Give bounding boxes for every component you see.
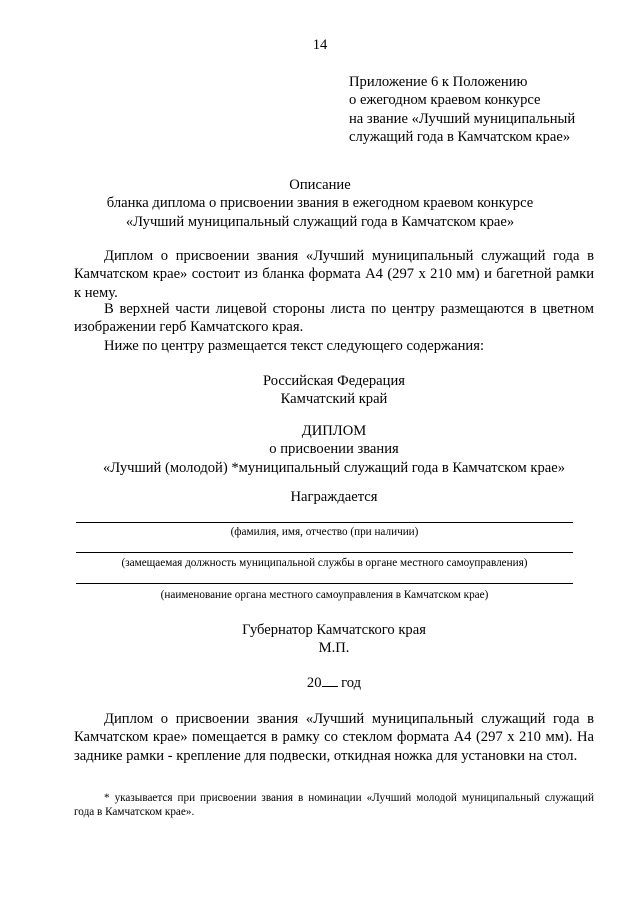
heading-block xyxy=(0,176,640,231)
appendix-line-4: служащий года в Камчатском крае» xyxy=(349,129,571,146)
diploma-header xyxy=(0,372,640,409)
position-field-caption: (замещаемая должность муниципальной службы в органе местного самоуправления) xyxy=(121,557,528,569)
name-field-caption: (фамилия, имя, отчество (при наличии) xyxy=(230,526,419,538)
diploma-award-name: «Лучший (молодой) *муниципальный служащий года в Камчатском крае» xyxy=(102,459,565,476)
heading-line-3: «Лучший муниципальный служащий года в Камчатском крае» xyxy=(125,213,515,230)
diploma-title: ДИПЛОМ xyxy=(301,423,367,439)
diploma-region: Камчатский край xyxy=(280,391,388,408)
position-field-line xyxy=(76,552,573,553)
footnote: * указывается при присвоении звания в номинации «Лучший молодой муниципальный служащий года в Камчатском крае». xyxy=(74,792,594,818)
appendix-line-1: Приложение 6 к Положению xyxy=(349,74,528,90)
paragraph-3: Ниже по центру размещается текст следующего содержания: xyxy=(104,338,484,354)
seal-label: М.П. xyxy=(318,640,350,657)
paragraph-1: Диплом о присвоении звания «Лучший муниципальный служащий года в Камчатском крае» состоит из бланка формата А4 (297 х 210 мм) и багетной рамки к нему. xyxy=(74,248,594,301)
diploma-title-block xyxy=(0,422,640,477)
year-line xyxy=(0,673,640,692)
name-field-line xyxy=(76,522,573,523)
paragraph-4: Диплом о присвоении звания «Лучший муниципальный служащий года в Камчатском крае» помещается в рамку со стеклом формата А4 (297 х 210 мм). На заднике рамки - крепление для подвески, откидная ножка для установки на стол. xyxy=(74,711,594,764)
year-suffix: год xyxy=(337,675,362,691)
appendix-line-3: на звание «Лучший муниципальный xyxy=(349,110,576,127)
signer-title: Губернатор Камчатского края xyxy=(242,622,426,638)
appendix-block xyxy=(349,73,629,147)
diploma-awarded: Награждается xyxy=(290,489,378,505)
page-number: 14 xyxy=(312,37,328,53)
organ-field-line xyxy=(76,583,573,584)
heading-title: Описание xyxy=(289,177,351,193)
diploma-subtitle: о присвоении звания xyxy=(269,441,399,458)
organ-field-caption: (наименование органа местного самоуправления в Камчатском крае) xyxy=(160,589,489,601)
appendix-line-2: о ежегодном краевом конкурсе xyxy=(349,92,541,109)
year-prefix: 20 xyxy=(306,675,322,691)
diploma-country: Российская Федерация xyxy=(263,373,405,389)
heading-line-2: бланка диплома о присвоении звания в ежегодном краевом конкурсе xyxy=(106,195,534,212)
year-blank xyxy=(322,673,338,687)
paragraph-2: В верхней части лицевой стороны листа по центру размещаются в цветном изображении герб Камчатского края. xyxy=(74,301,594,336)
signature-block xyxy=(0,621,640,658)
